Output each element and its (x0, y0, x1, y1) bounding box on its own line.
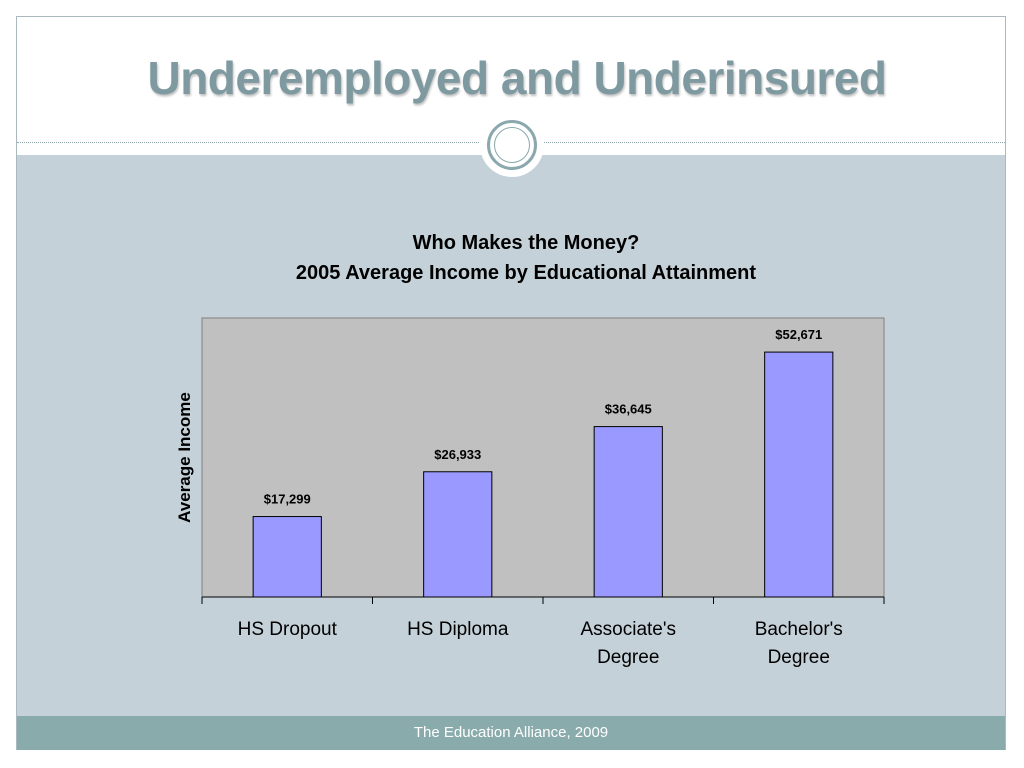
bar-1 (253, 517, 321, 597)
slide-title: Underemployed and Underinsured (147, 52, 887, 104)
x-tick-label: Degree (597, 647, 660, 668)
bar-value-label: $36,645 (604, 401, 652, 417)
x-tick-label: Bachelor's (754, 619, 843, 640)
x-tick-label: HS Dropout (237, 619, 337, 640)
x-tick-label: Degree (767, 647, 830, 668)
footer-text: The Education Alliance, 2009 (413, 724, 609, 741)
bar-4 (765, 352, 833, 597)
bar-value-label: $52,671 (775, 327, 823, 343)
x-tick-label: HS Diploma (407, 619, 509, 640)
chart-title-line-1: Who Makes the Money? (412, 232, 640, 254)
y-axis-label: Average Income (175, 392, 194, 523)
chart-title-line-2: 2005 Average Income by Educational Attainment (295, 262, 757, 284)
footer-bar (17, 716, 1005, 750)
bar-value-label: $26,933 (434, 446, 482, 462)
x-tick-label: Associate's (580, 619, 677, 640)
bar-value-label: $17,299 (263, 491, 311, 507)
bar-3 (594, 427, 662, 597)
bar-2 (424, 472, 492, 597)
